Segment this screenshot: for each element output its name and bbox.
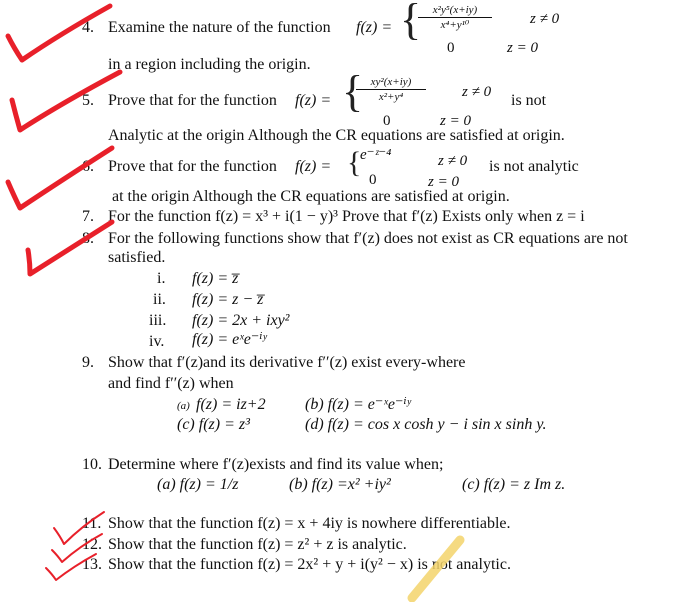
q5-continuation: Analytic at the origin Although the CR equations are satisfied at origin. — [108, 127, 565, 144]
q6-cond2: z = 0 — [428, 174, 459, 190]
q9-d: (d) f(z) = cos x cosh y − i sin x sinh y. — [305, 416, 547, 433]
q12-text: Show that the function f(z) = z² + z is analytic. — [108, 536, 407, 553]
q8-item-fn: f(z) = z̅ — [192, 270, 239, 287]
q10-b: (b) f(z) =x² +iy² — [289, 476, 391, 493]
q10-number: 10. — [82, 456, 102, 473]
red-tick-icon — [8, 148, 112, 208]
q5-cond2: z = 0 — [440, 113, 471, 129]
q8-item-num: iv. — [149, 333, 165, 350]
q6-number: 6. — [82, 158, 94, 175]
q4-cond1: z ≠ 0 — [530, 11, 560, 27]
q9-continuation: and find f′′(z) when — [108, 375, 234, 392]
q9-number: 9. — [82, 354, 94, 371]
q6-cond1: z ≠ 0 — [438, 153, 468, 169]
q6-continuation: at the origin Although the CR equations are satisfied at origin. — [112, 188, 510, 205]
red-tick-icon — [28, 222, 112, 274]
q4-number: 4. — [82, 19, 94, 36]
q4-continuation: in a region including the origin. — [108, 56, 311, 73]
q8-item-num: iii. — [149, 312, 167, 329]
q4-zero: 0 — [447, 40, 455, 56]
q4-text: Examine the nature of the function — [108, 19, 331, 36]
q8-number: 8. — [82, 230, 94, 247]
q5-frac-top: xy²(x+iy) — [370, 76, 412, 88]
q10-a: (a) f(z) = 1/z — [157, 476, 239, 493]
q9-b: (b) f(z) = e⁻ˣe⁻ⁱʸ — [305, 396, 411, 413]
red-tick-icon — [8, 6, 110, 60]
q7-text: For the function f(z) = x³ + i(1 − y)³ Prove that f′(z) Exists only when z = i — [108, 208, 585, 225]
q5-fraction — [356, 76, 426, 103]
q13-text: Show that the function f(z) = 2x² + y + i(y² − x) is not analytic. — [108, 556, 511, 573]
q6-zero: 0 — [369, 172, 377, 188]
q4-brace: { — [400, 0, 422, 44]
q8-text: For the following functions show that f′(z) does not exist as CR equations are not — [108, 230, 628, 247]
q10-c: (c) f(z) = z Im z. — [462, 476, 566, 493]
q8-item-fn: f(z) = eˣe⁻ⁱʸ — [192, 331, 267, 348]
q6-fz: f(z) = — [295, 158, 332, 175]
q4-fraction — [418, 4, 492, 31]
q8-item-num: i. — [157, 270, 166, 287]
q5-number: 5. — [82, 92, 94, 109]
q6-expr: e⁻ᶻ⁻⁴ — [360, 147, 392, 163]
q5-fz: f(z) = — [295, 92, 332, 109]
q5-zero: 0 — [383, 113, 391, 129]
q9-a: f(z) = iz+2 — [196, 396, 266, 413]
q4-frac-top: x²y⁵(x+iy) — [432, 4, 478, 16]
q6-brace: { — [347, 146, 362, 179]
q6-text: Prove that for the function — [108, 158, 277, 175]
q5-tail: is not — [511, 92, 547, 109]
q11-number: 11. — [82, 515, 102, 532]
q12-number: 12. — [82, 536, 102, 553]
q9-c: (c) f(z) = z³ — [177, 416, 250, 433]
red-tick-icon — [12, 72, 120, 130]
q10-text: Determine where f′(z)exists and find its value when; — [108, 456, 444, 473]
q5-frac-bot: x²+y⁴ — [378, 91, 404, 103]
q13-number: 13. — [82, 556, 102, 573]
q5-cond1: z ≠ 0 — [462, 84, 492, 100]
q11-text: Show that the function f(z) = x + 4iy is nowhere differentiable. — [108, 515, 511, 532]
q9-a-label: (a) — [177, 400, 190, 412]
q8-item-fn: f(z) = 2x + ixy² — [192, 312, 290, 329]
q4-frac-bot: x⁴+y¹⁰ — [440, 19, 470, 31]
q4-fz: f(z) = — [356, 19, 393, 36]
q4-cond2: z = 0 — [507, 40, 538, 56]
q6-tail: is not analytic — [489, 158, 579, 175]
q8-item-num: ii. — [153, 291, 166, 308]
q7-number: 7. — [82, 208, 94, 225]
red-tick-marks — [8, 6, 120, 580]
q8-continuation: satisfied. — [108, 249, 166, 266]
q5-brace: { — [342, 67, 364, 116]
q9-text: Show that f′(z)and its derivative f′′(z) exist every-where — [108, 354, 466, 371]
q8-item-fn: f(z) = z − z̅ — [192, 291, 264, 308]
q5-text: Prove that for the function — [108, 92, 277, 109]
